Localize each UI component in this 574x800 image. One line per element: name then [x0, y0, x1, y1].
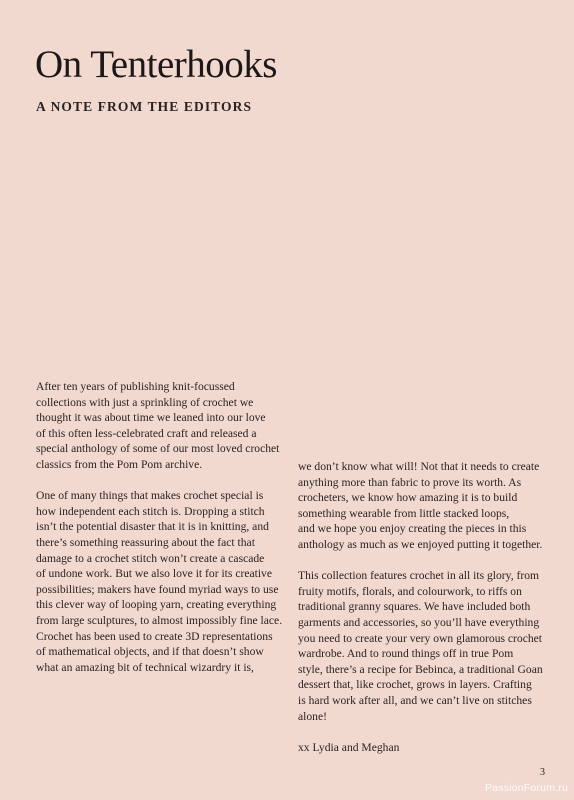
- page-title: On Tenterhooks: [35, 43, 277, 86]
- text-line: from large sculptures, to almost impossibly fine lace.: [36, 613, 283, 627]
- page-number: 3: [540, 767, 545, 778]
- text-line: alone!: [298, 709, 327, 723]
- text-line: dessert that, like crochet, grows in layers. Crafting: [298, 678, 532, 692]
- text-line: there’s something reassuring about the fact that: [36, 535, 255, 549]
- text-line: collections with just a sprinkling of crochet we: [36, 395, 254, 409]
- paragraph: [298, 568, 548, 724]
- text-line: anything more than fabric to prove its worth. As: [298, 475, 522, 489]
- paragraph-gap: [298, 724, 548, 740]
- text-line: you need to create your very own glamorous crochet: [298, 631, 543, 645]
- text-line: is hard work after all, and we can’t live on stitches: [298, 693, 532, 707]
- text-line: One of many things that makes crochet special is: [36, 489, 264, 503]
- left-text-column: [36, 379, 294, 675]
- paragraph-gap: [298, 553, 548, 569]
- text-line: After ten years of publishing knit-focussed: [36, 380, 235, 393]
- text-line: wardrobe. And to round things off in true Pom: [298, 647, 514, 661]
- text-line: style, there’s a recipe for Bebinca, a traditional Goan: [298, 662, 543, 676]
- text-line: Crochet has been used to create 3D representations: [36, 629, 273, 643]
- section-subtitle: A NOTE FROM THE EDITORS: [36, 99, 253, 114]
- text-line: special anthology of some of our most loved crochet: [36, 442, 280, 456]
- text-line: classics from the Pom Pom archive.: [36, 457, 203, 471]
- text-line: damage to a crochet stitch won’t create a cascade: [36, 551, 265, 565]
- paragraph: [298, 459, 548, 553]
- text-line: possibilities; makers have found myriad ways to use: [36, 582, 279, 596]
- text-line: This collection features crochet in all its glory, from: [298, 569, 540, 583]
- text-line: how independent each stitch is. Dropping a stitch: [36, 504, 265, 518]
- signoff: xx Lydia and Meghan: [298, 740, 400, 754]
- text-line: something wearable from little stacked loops,: [298, 506, 510, 520]
- text-line: we don’t know what will! Not that it needs to create: [298, 460, 540, 473]
- paragraph: [36, 379, 294, 473]
- text-line: isn’t the potential disaster that it is in knitting, and: [36, 520, 269, 534]
- text-line: and we hope you enjoy creating the pieces in this: [298, 522, 527, 536]
- text-line: crocheters, we know how amazing it is to build: [298, 491, 518, 505]
- text-line: traditional granny squares. We have included both: [298, 600, 531, 614]
- text-line: of mathematical objects, and if that doesn’t show: [36, 645, 264, 659]
- paragraph-gap: [36, 473, 294, 489]
- text-line: of this often less-celebrated craft and released a: [36, 426, 257, 440]
- text-line: this clever way of looping yarn, creating everything: [36, 598, 277, 612]
- paragraph: [36, 488, 294, 675]
- text-line: fruity motifs, florals, and colourwork, to riffs on: [298, 584, 522, 598]
- text-line: garments and accessories, so you’ll have everything: [298, 615, 540, 629]
- text-line: of undone work. But we also love it for its creative: [36, 567, 273, 581]
- right-text-column: [298, 459, 548, 755]
- watermark: PassionForum.ru: [485, 782, 568, 794]
- text-line: what an amazing bit of technical wizardry it is,: [36, 660, 254, 674]
- text-line: anthology as much as we enjoyed putting it together.: [298, 537, 543, 551]
- text-line: thought it was about time we leaned into our love: [36, 411, 266, 425]
